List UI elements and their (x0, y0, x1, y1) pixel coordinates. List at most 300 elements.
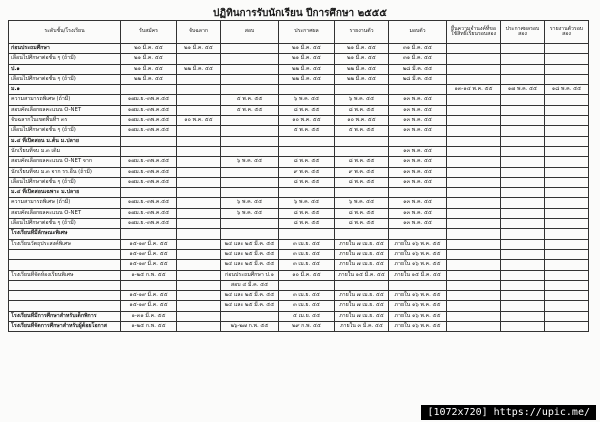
date-cell: ๒๑ มี.ค. ๕๕ (121, 54, 177, 64)
date-cell: ภายใน ๑๖ พ.ค. ๕๕ (389, 311, 447, 321)
column-header: รับสมัคร (121, 21, 177, 44)
row-label-cell: ม.๔ ที่เปิดสอนเฉพาะ ม.ปลาย (9, 188, 121, 198)
date-cell: ๑๐ มี.ค. ๕๕ (279, 270, 335, 280)
date-cell (501, 280, 545, 290)
date-cell (221, 126, 279, 136)
date-cell (447, 301, 501, 311)
table-row (9, 260, 589, 270)
date-cell: ๒๒ มี.ค. ๕๕ (279, 64, 335, 74)
date-cell (501, 188, 545, 198)
date-cell: ๘ พ.ค. ๕๕ (279, 219, 335, 229)
date-cell: ๘ พ.ค. ๕๕ (335, 219, 389, 229)
date-cell (177, 198, 221, 208)
date-cell (121, 188, 177, 198)
date-cell (501, 219, 545, 229)
date-cell (545, 146, 589, 156)
date-cell (545, 198, 589, 208)
date-cell (335, 146, 389, 156)
row-label-cell: นักเรียนที่จบ ม.๓ จาก รร.อื่น (ถ้ามี) (9, 167, 121, 177)
date-cell (447, 219, 501, 229)
date-cell (545, 177, 589, 187)
date-cell (545, 167, 589, 177)
date-cell (501, 322, 545, 332)
date-cell: ภายใน ๑๖ พ.ค. ๕๕ (389, 301, 447, 311)
date-cell: ๓ เม.ย. ๕๕ (279, 260, 335, 270)
table-row (9, 208, 589, 218)
date-cell (501, 136, 545, 146)
date-cell: ๑๓ พ.ค. ๕๕ (389, 198, 447, 208)
date-cell: ๑๕-๑๙ มี.ค. ๕๕ (121, 249, 177, 259)
date-cell (447, 198, 501, 208)
table-row (9, 157, 589, 167)
date-cell: ๒๐ มี.ค. ๕๕ (121, 44, 177, 54)
date-cell (121, 136, 177, 146)
date-cell (545, 188, 589, 198)
date-cell: ภายใน ๗ เม.ย. ๕๕ (335, 249, 389, 259)
date-cell (447, 167, 501, 177)
date-cell (389, 280, 447, 290)
date-cell (501, 260, 545, 270)
date-cell: ๘ พ.ค. ๕๕ (279, 105, 335, 115)
date-cell (447, 270, 501, 280)
date-cell (335, 136, 389, 146)
date-cell: ๖ พ.ค. ๕๕ (335, 198, 389, 208)
date-cell (177, 219, 221, 229)
date-cell: ๑๓ พ.ค. ๕๕ (389, 95, 447, 105)
date-cell: ๓ เม.ย. ๕๕ (279, 249, 335, 259)
date-cell: ๒๒ มี.ค. ๕๕ (177, 64, 221, 74)
date-cell (501, 198, 545, 208)
row-label-cell: จับฉลากในเขตพื้นที่ฯ ๓ร (9, 116, 121, 126)
date-cell (121, 280, 177, 290)
date-cell: ๑๘ พ.ค. ๕๕ (545, 85, 589, 95)
date-cell (447, 116, 501, 126)
row-label-cell: เลื่อนไปศึกษาต่อชั้น ๆ (ถ้ามี) (9, 219, 121, 229)
date-cell (121, 229, 177, 239)
date-cell (501, 126, 545, 136)
date-cell: ๒๒ มี.ค. ๕๕ (279, 74, 335, 84)
date-cell: ๓๑ มี.ค. ๕๕ (389, 44, 447, 54)
date-cell: ๒๔ และ ๒๕ มี.ค. ๕๕ (221, 291, 279, 301)
date-cell: ๒๔ และ ๒๕ มี.ค. ๕๕ (221, 301, 279, 311)
date-cell (447, 157, 501, 167)
date-cell (335, 85, 389, 95)
date-cell (447, 291, 501, 301)
column-header: รายงานตัว (335, 21, 389, 44)
date-cell: ๑๗ม.ย.-๓พ.ค.๕๕ (121, 167, 177, 177)
date-cell (501, 229, 545, 239)
date-cell (501, 311, 545, 321)
date-cell: ๓๑ มี.ค. ๕๕ (389, 54, 447, 64)
date-cell (221, 85, 279, 95)
date-cell (221, 311, 279, 321)
date-cell (177, 105, 221, 115)
date-cell (177, 301, 221, 311)
date-cell (545, 136, 589, 146)
table-row (9, 249, 589, 259)
row-label-cell: ม.๑ (9, 85, 121, 95)
date-cell: ๑๗ม.ย.-๓พ.ค.๕๕ (121, 126, 177, 136)
date-cell: ๒๑ มี.ค. ๕๕ (177, 44, 221, 54)
table-row (9, 229, 589, 239)
date-cell (447, 188, 501, 198)
date-cell: ๘ พ.ค. ๕๕ (279, 157, 335, 167)
date-cell (121, 146, 177, 156)
date-cell: ๖ พ.ค. ๕๕ (279, 198, 335, 208)
date-cell: ๒๑ มี.ค. ๕๕ (279, 44, 335, 54)
date-cell: ๕ พ.ค. ๕๕ (221, 95, 279, 105)
column-header: ประกาศผลรอบสอง (501, 21, 545, 44)
date-cell: ๑๗ม.ย.-๓พ.ค.๕๕ (121, 95, 177, 105)
date-cell (221, 229, 279, 239)
date-cell (545, 116, 589, 126)
date-cell (177, 54, 221, 64)
date-cell (221, 64, 279, 74)
date-cell (279, 136, 335, 146)
date-cell: ๖ พ.ค. ๕๕ (221, 157, 279, 167)
date-cell (177, 157, 221, 167)
date-cell: ๑๗ม.ย.-๓พ.ค.๕๕ (121, 116, 177, 126)
table-row (9, 146, 589, 156)
table-row (9, 136, 589, 146)
date-cell (501, 177, 545, 187)
date-cell (447, 322, 501, 332)
date-cell (177, 270, 221, 280)
date-cell: ๑๓-๑๔ พ.ค. ๕๕ (447, 85, 501, 95)
row-label-cell (9, 291, 121, 301)
column-header: ยื่นความจำนงค์ที่ขอใช้สิทธิ์เรียนรอบสอง (447, 21, 501, 44)
date-cell (221, 54, 279, 64)
table-row (9, 54, 589, 64)
row-label-cell: โรงเรียนที่จัดการศึกษาสำหรับผู้ด้อยโอกาส (9, 322, 121, 332)
date-cell (501, 44, 545, 54)
date-cell: ๑๓ พ.ค. ๕๕ (389, 105, 447, 115)
date-cell: ๑๓ พ.ค. ๕๕ (389, 208, 447, 218)
column-header: สอบ (221, 21, 279, 44)
row-label-cell (9, 249, 121, 259)
date-cell (221, 177, 279, 187)
date-cell: ๑๗ม.ย.-๓พ.ค.๕๕ (121, 198, 177, 208)
date-cell (177, 208, 221, 218)
date-cell: ๒๑ มี.ค. ๕๕ (335, 54, 389, 64)
date-cell: ภายใน ๑๖ พ.ค. ๕๕ (389, 322, 447, 332)
row-label-cell: โรงเรียนที่มีการศึกษาสำหรับเด็กพิการ (9, 311, 121, 321)
date-cell (279, 85, 335, 95)
date-cell (545, 64, 589, 74)
date-cell: ๑-๓๑ มี.ค. ๕๕ (121, 311, 177, 321)
date-cell (389, 188, 447, 198)
date-cell (177, 95, 221, 105)
date-cell: ๒๙ ก.พ. ๕๕ (279, 322, 335, 332)
row-label-cell: นักเรียนที่จบ ม.๓ เดิม (9, 146, 121, 156)
table-row (9, 105, 589, 115)
date-cell (447, 105, 501, 115)
date-cell (501, 167, 545, 177)
table-row (9, 74, 589, 84)
date-cell (221, 136, 279, 146)
date-cell (177, 291, 221, 301)
date-cell (389, 85, 447, 95)
date-cell (335, 188, 389, 198)
date-cell: ๘ พ.ค. ๕๕ (335, 157, 389, 167)
date-cell (221, 188, 279, 198)
date-cell: ๑๓ พ.ค. ๕๕ (389, 126, 447, 136)
row-label-cell: ป.๑ (9, 64, 121, 74)
date-cell (279, 188, 335, 198)
date-cell: ๓ เม.ย. ๕๕ (279, 239, 335, 249)
date-cell (501, 291, 545, 301)
date-cell: ๒๑ มี.ค. ๕๕ (335, 44, 389, 54)
date-cell (177, 229, 221, 239)
table-row (9, 301, 589, 311)
row-label-cell: สอบคัดเลือกผลคะแนน O-NET จาก (9, 157, 121, 167)
date-cell (121, 85, 177, 95)
table-row (9, 64, 589, 74)
column-header: ประกาศผล (279, 21, 335, 44)
date-cell (177, 260, 221, 270)
date-cell (501, 239, 545, 249)
date-cell (501, 95, 545, 105)
date-cell: ๑๐ พ.ค. ๕๕ (177, 116, 221, 126)
date-cell: ๑๓ พ.ค. ๕๕ (389, 157, 447, 167)
date-cell: ๑๕-๑๙ มี.ค. ๕๕ (121, 260, 177, 270)
date-cell: ๒๔ และ ๒๕ มี.ค. ๕๕ (221, 260, 279, 270)
date-cell (545, 54, 589, 64)
date-cell (501, 54, 545, 64)
date-cell: ๒๒ มี.ค. ๕๕ (335, 74, 389, 84)
row-label-cell: เลื่อนไปศึกษาต่อชั้น ๆ (ถ้ามี) (9, 177, 121, 187)
date-cell (335, 280, 389, 290)
row-label-cell: เลื่อนไปศึกษาต่อชั้น ๆ (ถ้ามี) (9, 54, 121, 64)
date-cell: ๑๓ พ.ค. ๕๕ (389, 167, 447, 177)
table-row (9, 198, 589, 208)
column-header: จับฉลาก (177, 21, 221, 44)
row-label-cell: โรงเรียนที่จัดห้องเรียนพิเศษ (9, 270, 121, 280)
date-cell (545, 322, 589, 332)
date-cell (177, 311, 221, 321)
date-cell: ๓ เม.ย. ๕๕ (279, 291, 335, 301)
date-cell: ๙ พ.ค. ๕๕ (279, 167, 335, 177)
date-cell (177, 126, 221, 136)
date-cell (545, 249, 589, 259)
date-cell: ๑๓ พ.ค. ๕๕ (389, 116, 447, 126)
date-cell (447, 136, 501, 146)
date-cell (545, 219, 589, 229)
date-cell: ๘ พ.ค. ๕๕ (335, 177, 389, 187)
date-cell (221, 74, 279, 84)
row-label-cell: สอบคัดเลือกผลคะแนน O-NET (9, 208, 121, 218)
date-cell: ๙ พ.ค. ๕๕ (335, 167, 389, 177)
date-cell: ๑-๒๕ ก.พ. ๕๕ (121, 322, 177, 332)
date-cell: ๕ พ.ค. ๕๕ (335, 126, 389, 136)
row-label-cell: ม.๔ ที่เปิดสอน ม.ต้น ม.ปลาย (9, 136, 121, 146)
date-cell (447, 74, 501, 84)
date-cell (501, 249, 545, 259)
date-cell: ๒๒ มี.ค. ๕๕ (121, 74, 177, 84)
date-cell (501, 105, 545, 115)
table-row (9, 280, 589, 290)
date-cell (447, 208, 501, 218)
date-cell: ๖ พ.ค. ๕๕ (221, 198, 279, 208)
date-cell: ๑-๒๕ ก.พ. ๕๕ (121, 270, 177, 280)
date-cell (501, 270, 545, 280)
date-cell (279, 280, 335, 290)
date-cell: ๒๑ มี.ค. ๕๕ (279, 54, 335, 64)
row-label-cell: ความสามารถพิเศษ (ถ้ามี) (9, 198, 121, 208)
column-header: รายงานตัวรอบสอง (545, 21, 589, 44)
table-row (9, 311, 589, 321)
date-cell (447, 249, 501, 259)
date-cell (177, 136, 221, 146)
date-cell: ๘ พ.ค. ๕๕ (279, 177, 335, 187)
date-cell (447, 95, 501, 105)
date-cell: ๒๖-๒๗ ก.พ. ๕๕ (221, 322, 279, 332)
date-cell (447, 54, 501, 64)
date-cell: ๕ เม.ย. ๕๕ (279, 311, 335, 321)
row-label-cell (9, 260, 121, 270)
row-label-cell: โรงเรียนวัตถุประสงค์พิเศษ (9, 239, 121, 249)
date-cell (545, 44, 589, 54)
date-cell: ภายใน ๑๖ พ.ค. ๕๕ (389, 249, 447, 259)
date-cell: ๒๘ มี.ค. ๕๕ (389, 64, 447, 74)
image-watermark: [1072x720] https://upic.me/ (421, 405, 596, 420)
date-cell (545, 126, 589, 136)
date-cell (447, 146, 501, 156)
table-header-row (9, 21, 589, 44)
date-cell: ภายใน ๑๖ พ.ค. ๕๕ (389, 291, 447, 301)
table-row (9, 167, 589, 177)
date-cell: ๘ พ.ค. ๕๕ (335, 105, 389, 115)
date-cell (501, 64, 545, 74)
date-cell (447, 260, 501, 270)
date-cell: ภายใน ๗ เม.ย. ๕๕ (335, 291, 389, 301)
date-cell: ๒๘ มี.ค. ๕๕ (389, 74, 447, 84)
date-cell (221, 146, 279, 156)
date-cell: ๒๒ มี.ค. ๕๕ (335, 64, 389, 74)
date-cell (177, 322, 221, 332)
date-cell: ๖ พ.ค. ๕๕ (279, 95, 335, 105)
row-label-cell: ความสามารถพิเศษ (ถ้ามี) (9, 95, 121, 105)
table-row (9, 126, 589, 136)
table-row (9, 291, 589, 301)
date-cell (447, 44, 501, 54)
date-cell (545, 157, 589, 167)
table-body (9, 44, 589, 332)
date-cell: ภายใน ๓ มี.ค. ๕๕ (335, 322, 389, 332)
date-cell: ๑๗ม.ย.-๓พ.ค.๕๕ (121, 157, 177, 167)
row-label-cell (9, 301, 121, 311)
date-cell (447, 229, 501, 239)
date-cell (177, 188, 221, 198)
date-cell: ภายใน ๗ เม.ย. ๕๕ (335, 301, 389, 311)
date-cell (545, 239, 589, 249)
table-row (9, 95, 589, 105)
date-cell (221, 116, 279, 126)
row-label-cell: โรงเรียนที่มีลักษณะพิเศษ (9, 229, 121, 239)
date-cell (177, 85, 221, 95)
date-cell: ๑๓ พ.ค. ๕๕ (389, 219, 447, 229)
date-cell: ๑๐ พ.ค. ๕๕ (335, 116, 389, 126)
row-label-cell: สอบคัดเลือกผลคะแนน O-NET (9, 105, 121, 115)
date-cell (501, 116, 545, 126)
date-cell (545, 291, 589, 301)
date-cell: ๑๕-๑๙ มี.ค. ๕๕ (121, 301, 177, 311)
date-cell (447, 126, 501, 136)
date-cell (545, 301, 589, 311)
date-cell (177, 239, 221, 249)
date-cell: ๑๗ม.ย.-๓พ.ค.๕๕ (121, 208, 177, 218)
date-cell (177, 177, 221, 187)
date-cell: ภายใน ๗ เม.ย. ๕๕ (335, 260, 389, 270)
date-cell (447, 177, 501, 187)
date-cell (545, 105, 589, 115)
date-cell: ๕ พ.ค. ๕๕ (221, 105, 279, 115)
date-cell (545, 229, 589, 239)
date-cell (545, 74, 589, 84)
table-row (9, 322, 589, 332)
table-row (9, 85, 589, 95)
date-cell: ๑๗ม.ย.-๓พ.ค.๕๕ (121, 219, 177, 229)
schedule-table (8, 20, 589, 332)
date-cell: ๑๐ พ.ค. ๕๕ (279, 116, 335, 126)
date-cell: ภายใน ๗ เม.ย. ๕๕ (335, 311, 389, 321)
date-cell (447, 239, 501, 249)
date-cell: ๖ พ.ค. ๕๕ (221, 208, 279, 218)
date-cell (545, 270, 589, 280)
date-cell (545, 260, 589, 270)
date-cell (221, 167, 279, 177)
date-cell: ภายใน ๗ เม.ย. ๕๕ (335, 239, 389, 249)
date-cell (501, 301, 545, 311)
date-cell (177, 280, 221, 290)
table-row (9, 239, 589, 249)
date-cell: ๒๔ และ ๒๕ มี.ค. ๕๕ (221, 249, 279, 259)
date-cell: ภายใน ๑๖ พ.ค. ๕๕ (389, 260, 447, 270)
date-cell (545, 208, 589, 218)
date-cell: ๑๓ พ.ค. ๕๕ (389, 177, 447, 187)
date-cell (221, 219, 279, 229)
date-cell: ๓ เม.ย. ๕๕ (279, 301, 335, 311)
date-cell (177, 249, 221, 259)
date-cell: ๑๕-๑๙ มี.ค. ๕๕ (121, 239, 177, 249)
date-cell (501, 146, 545, 156)
date-cell (501, 208, 545, 218)
date-cell: สอบ ๔ มี.ค. ๕๕ (221, 280, 279, 290)
table-row (9, 177, 589, 187)
date-cell (447, 64, 501, 74)
date-cell: ๘ พ.ค. ๕๕ (335, 208, 389, 218)
date-cell (221, 44, 279, 54)
date-cell (389, 229, 447, 239)
row-label-cell: ก่อนประถมศึกษา (9, 44, 121, 54)
date-cell (447, 311, 501, 321)
date-cell: ๒๑ มี.ค. ๕๕ (121, 64, 177, 74)
column-header: ระดับชั้น/โรงเรียน (9, 21, 121, 44)
date-cell: ๑๗ม.ย.-๓พ.ค.๕๕ (121, 177, 177, 187)
row-label-cell (9, 280, 121, 290)
date-cell: ๑๕-๑๙ มี.ค. ๕๕ (121, 291, 177, 301)
date-cell: ภายใน ๑๖ พ.ค. ๕๕ (389, 239, 447, 249)
date-cell (545, 280, 589, 290)
date-cell: ๕ พ.ค. ๕๕ (279, 126, 335, 136)
table-row (9, 219, 589, 229)
date-cell (501, 157, 545, 167)
table-row (9, 44, 589, 54)
date-cell: ก่อนประถมศึกษา ป.๑ (221, 270, 279, 280)
date-cell (447, 280, 501, 290)
table-row (9, 116, 589, 126)
date-cell (177, 146, 221, 156)
